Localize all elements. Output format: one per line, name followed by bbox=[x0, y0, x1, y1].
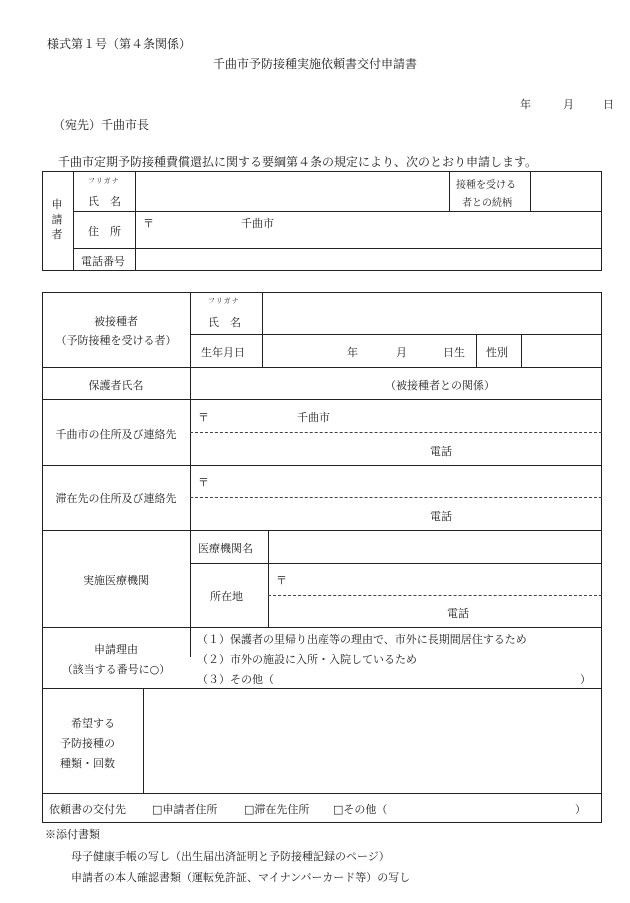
recipient-sublabel: （予防接種を受ける者） bbox=[55, 334, 177, 347]
attachment-item-1: 母子健康手帳の写し（出生届出済証明と予防接種記録のページ） bbox=[71, 850, 390, 863]
delivery-option-applicant[interactable]: □申請者住所 bbox=[152, 803, 218, 816]
reason-label: 申請理由 bbox=[94, 643, 138, 656]
reason-sublabel: （該当する番号に○） bbox=[61, 663, 171, 676]
delivery-close-paren: ） bbox=[575, 803, 586, 816]
facility-location-label: 所在地 bbox=[210, 590, 243, 603]
stay-phone-label: 電話 bbox=[430, 510, 452, 523]
guardian-relation-label: （被接種者との関係） bbox=[385, 379, 495, 392]
delivery-option-other[interactable]: □その他（ bbox=[333, 803, 388, 816]
applicant-section-label: 申請者 bbox=[51, 198, 63, 241]
city-address-label: 千曲市の住所及び連絡先 bbox=[55, 428, 177, 441]
recipient-name-input[interactable] bbox=[263, 293, 601, 333]
dob-label: 生年月日 bbox=[201, 346, 245, 359]
stay-address-label: 滞在先の住所及び連絡先 bbox=[55, 492, 177, 505]
intro-text: 千曲市定期予防接種費償還払に関する要綱第４条の規定により、次のとおり申請します。 bbox=[58, 155, 538, 169]
guardian-name-input[interactable] bbox=[191, 368, 601, 398]
stay-phone-input[interactable] bbox=[191, 498, 601, 529]
vaccine-label-line3: 種類・回数 bbox=[60, 757, 115, 770]
recipient-furigana-label: フリガナ bbox=[208, 297, 240, 305]
applicant-phone-label: 電話番号 bbox=[81, 255, 125, 268]
vaccine-label-line1: 希望する bbox=[71, 717, 115, 730]
stay-address-postal-mark: 〒 bbox=[198, 476, 209, 489]
city-address-postal-mark: 〒 bbox=[198, 411, 209, 424]
delivery-label: 依頼書の交付先 bbox=[49, 803, 126, 816]
relation-input[interactable] bbox=[531, 172, 601, 210]
delivery-option-stay[interactable]: □滞在先住所 bbox=[244, 803, 310, 816]
date-year-label: 年 bbox=[520, 98, 531, 111]
dob-day-label: 日生 bbox=[443, 346, 465, 359]
applicant-phone-input[interactable] bbox=[136, 249, 601, 270]
applicant-address-label: 住 所 bbox=[88, 225, 121, 238]
date-month-label: 月 bbox=[563, 98, 574, 111]
attachment-item-2: 申請者の本人確認書類（運転免許証、マイナンバーカード等）の写し bbox=[71, 871, 411, 884]
city-phone-label: 電話 bbox=[430, 445, 452, 458]
facility-label: 実施医療機関 bbox=[83, 574, 149, 587]
city-phone-input[interactable] bbox=[191, 433, 601, 464]
sex-input[interactable] bbox=[522, 335, 601, 366]
reason-option-3[interactable]: （３）その他（ bbox=[197, 673, 274, 686]
facility-phone-input[interactable] bbox=[269, 596, 601, 626]
reason-option-1[interactable]: （１）保護者の里帰り出産等の理由で、市外に長期間居住するため bbox=[197, 633, 527, 646]
vaccine-input[interactable] bbox=[144, 689, 601, 792]
applicant-furigana-label: フリガナ bbox=[88, 177, 120, 185]
relation-label-line2: 者との続柄 bbox=[462, 198, 512, 209]
recipient-name-label: 氏 名 bbox=[208, 316, 241, 329]
dob-input[interactable] bbox=[263, 335, 475, 366]
facility-phone-label: 電話 bbox=[447, 607, 469, 620]
dob-year-label: 年 bbox=[347, 346, 358, 359]
reason-option-2[interactable]: （２）市外の施設に入所・入院しているため bbox=[197, 653, 417, 666]
facility-name-label: 医療機関名 bbox=[198, 542, 253, 555]
date-day-label: 日 bbox=[603, 98, 614, 111]
vaccine-label-line2: 予防接種の bbox=[60, 737, 115, 750]
postal-mark: 〒 bbox=[143, 217, 154, 230]
stay-address-input[interactable] bbox=[191, 466, 601, 496]
city-address-city: 千曲市 bbox=[297, 411, 330, 424]
facility-address-input[interactable] bbox=[269, 564, 601, 594]
applicant-name-input[interactable] bbox=[136, 172, 449, 210]
attachments-title: ※添付書類 bbox=[45, 828, 100, 841]
addressee: （宛先）千曲市長 bbox=[53, 118, 150, 132]
facility-name-input[interactable] bbox=[269, 531, 601, 562]
sex-label: 性別 bbox=[486, 346, 508, 359]
dob-month-label: 月 bbox=[396, 346, 407, 359]
applicant-address-input[interactable] bbox=[136, 212, 601, 247]
applicant-name-label: 氏 名 bbox=[88, 195, 121, 208]
recipient-label: 被接種者 bbox=[94, 315, 138, 328]
reason-close-paren: ） bbox=[580, 673, 591, 686]
form-title: 千曲市予防接種実施依頼書交付申請書 bbox=[212, 57, 417, 71]
relation-label-line1: 接種を受ける bbox=[456, 180, 516, 191]
city-address-input[interactable] bbox=[191, 400, 601, 431]
guardian-label: 保護者氏名 bbox=[88, 379, 144, 392]
applicant-city: 千曲市 bbox=[241, 217, 274, 230]
facility-postal-mark: 〒 bbox=[276, 574, 287, 587]
form-number: 様式第１号（第４条関係） bbox=[47, 37, 192, 51]
